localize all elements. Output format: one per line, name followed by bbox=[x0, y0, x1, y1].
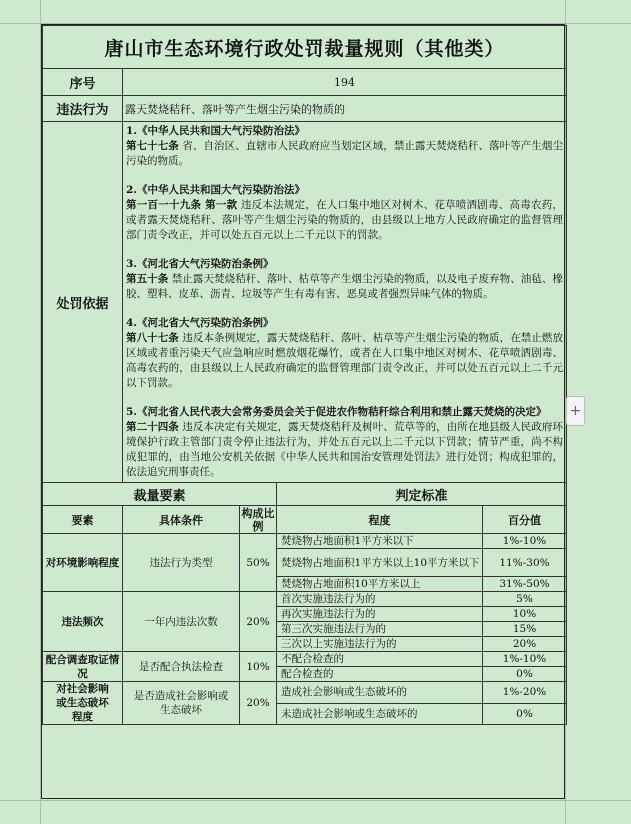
percent-cell: 20% bbox=[483, 637, 567, 652]
degree-cell: 焚烧物占地面积1平方米以下 bbox=[277, 534, 483, 549]
factor-name: 违法频次 bbox=[43, 592, 123, 652]
basis-item bbox=[126, 257, 563, 302]
percent-cell: 11%-30% bbox=[483, 549, 567, 577]
degree-cell: 第三次实施违法行为的 bbox=[277, 622, 483, 637]
basis-article: 第一百一十九条 第一款 bbox=[126, 199, 238, 211]
basis-article: 第二十四条 bbox=[126, 421, 179, 433]
basis-text: 禁止露天焚烧秸秆、落叶、枯草等产生烟尘污染的物质，以及电子废弃物、油毡、橡胶、塑料、皮革、沥青、垃圾等产生有毒有害、恶臭或者强烈异味气体的物质。 bbox=[126, 273, 563, 300]
percent-cell: 1%-20% bbox=[483, 682, 567, 704]
factor-ratio: 50% bbox=[240, 534, 277, 592]
percent-cell: 0% bbox=[483, 667, 567, 682]
factor-name: 配合调查取证情况 bbox=[43, 652, 123, 682]
percent-cell: 1%-10% bbox=[483, 652, 567, 667]
factor-name: 对社会影响或生态破坏程度 bbox=[43, 682, 123, 725]
basis-text: 违反本条例规定，露天焚烧秸秆、落叶、枯草等产生烟尘污染的物质，在禁止燃放区域或者重污染天气应急响应时燃放烟花爆竹，或者在人口集中地区对树木、花草喷洒剧毒、高毒农药的，由县级以上人民政府确定的监督管理部门责令改正，并可以处五百元以上二千元以下罚款。 bbox=[126, 332, 563, 389]
factor-header: 要素 bbox=[43, 506, 123, 534]
serial-value: 194 bbox=[123, 69, 567, 96]
factor-condition: 一年内违法次数 bbox=[123, 592, 240, 652]
factor-condition: 是否配合执法检查 bbox=[123, 652, 240, 682]
percent-cell: 0% bbox=[483, 703, 567, 725]
degree-cell: 焚烧物占地面积1平方米以上10平方米以下 bbox=[277, 549, 483, 577]
basis-content bbox=[123, 122, 567, 483]
basis-text: 违反本决定有关规定，露天焚烧秸秆及树叶、荒草等的，由所在地县级人民政府环境保护行政主管部门责令停止违法行为，并处五百元以上二千元以下罚款；情节严重，尚不构成犯罪的，由当地公安机关依据《中华人民共和国治安管理处罚法》进行处罚；构成犯罪的，依法追究刑事责任。 bbox=[126, 421, 563, 478]
factor-condition: 违法行为类型 bbox=[123, 534, 240, 592]
degree-header: 程度 bbox=[277, 506, 483, 534]
basis-law: 3.《河北省大气污染防治条例》 bbox=[126, 258, 274, 270]
basis-text: 省、自治区、直辖市人民政府应当划定区域，禁止露天焚烧秸秆、落叶等产生烟尘污染的物质。 bbox=[126, 140, 563, 167]
percent-cell: 1%-10% bbox=[483, 534, 567, 549]
ratio-header: 构成比例 bbox=[241, 506, 275, 533]
basis-law: 1.《中华人民共和国大气污染防治法》 bbox=[126, 125, 305, 137]
degree-cell: 焚烧物占地面积10平方米以上 bbox=[277, 577, 483, 592]
condition-header: 具体条件 bbox=[123, 506, 240, 534]
degree-cell: 配合检查的 bbox=[277, 667, 483, 682]
basis-label: 处罚依据 bbox=[43, 122, 123, 483]
basis-law: 5.《河北省人民代表大会常务委员会关于促进农作物秸秆综合利用和禁止露天焚烧的决定》 bbox=[126, 406, 547, 418]
violation-label: 违法行为 bbox=[43, 96, 123, 122]
factor-ratio: 10% bbox=[240, 652, 277, 682]
degree-cell: 未造成社会影响或生态破坏的 bbox=[277, 703, 483, 725]
basis-item bbox=[126, 316, 563, 391]
degree-cell: 造成社会影响或生态破坏的 bbox=[277, 682, 483, 704]
basis-text: 违反本法规定，在人口集中地区对树木、花草喷洒剧毒、高毒农药，或者露天焚烧秸秆、落叶等产生烟尘污染的物质的，由县级以上地方人民政府确定的监督管理部门责令改正，并可以处五百元以上二千元以下的罚款。 bbox=[126, 199, 563, 241]
percent-cell: 15% bbox=[483, 622, 567, 637]
percent-header: 百分值 bbox=[483, 506, 567, 534]
basis-article: 第七十七条 bbox=[126, 140, 179, 152]
violation-value: 露天焚烧秸秆、落叶等产生烟尘污染的物质的 bbox=[123, 96, 567, 122]
basis-law: 2.《中华人民共和国大气污染防治法》 bbox=[126, 184, 305, 196]
basis-item bbox=[126, 183, 563, 243]
document-sheet bbox=[41, 24, 565, 799]
degree-cell: 三次以上实施违法行为的 bbox=[277, 637, 483, 652]
discretion-header: 裁量要素 bbox=[43, 483, 277, 506]
degree-cell: 不配合检查的 bbox=[277, 652, 483, 667]
percent-cell: 10% bbox=[483, 607, 567, 622]
plus-icon: + bbox=[569, 403, 582, 419]
basis-item bbox=[126, 405, 563, 480]
basis-article: 第八十七条 bbox=[126, 332, 179, 344]
percent-cell: 5% bbox=[483, 592, 567, 607]
degree-cell: 再次实施违法行为的 bbox=[277, 607, 483, 622]
factor-name: 对环境影响程度 bbox=[43, 534, 123, 592]
rules-table bbox=[42, 25, 567, 725]
judgement-header: 判定标准 bbox=[277, 483, 567, 506]
serial-label: 序号 bbox=[43, 69, 123, 96]
factor-ratio: 20% bbox=[240, 592, 277, 652]
add-button[interactable] bbox=[566, 396, 585, 426]
basis-item bbox=[126, 124, 563, 169]
page-title: 唐山市生态环境行政处罚裁量规则（其他类） bbox=[43, 26, 567, 69]
factor-ratio: 20% bbox=[240, 682, 277, 725]
factor-condition: 是否造成社会影响或生态破坏 bbox=[123, 682, 240, 725]
degree-cell: 首次实施违法行为的 bbox=[277, 592, 483, 607]
basis-article: 第五十条 bbox=[126, 273, 169, 285]
percent-cell: 31%-50% bbox=[483, 577, 567, 592]
basis-law: 4.《河北省大气污染防治条例》 bbox=[126, 317, 274, 329]
